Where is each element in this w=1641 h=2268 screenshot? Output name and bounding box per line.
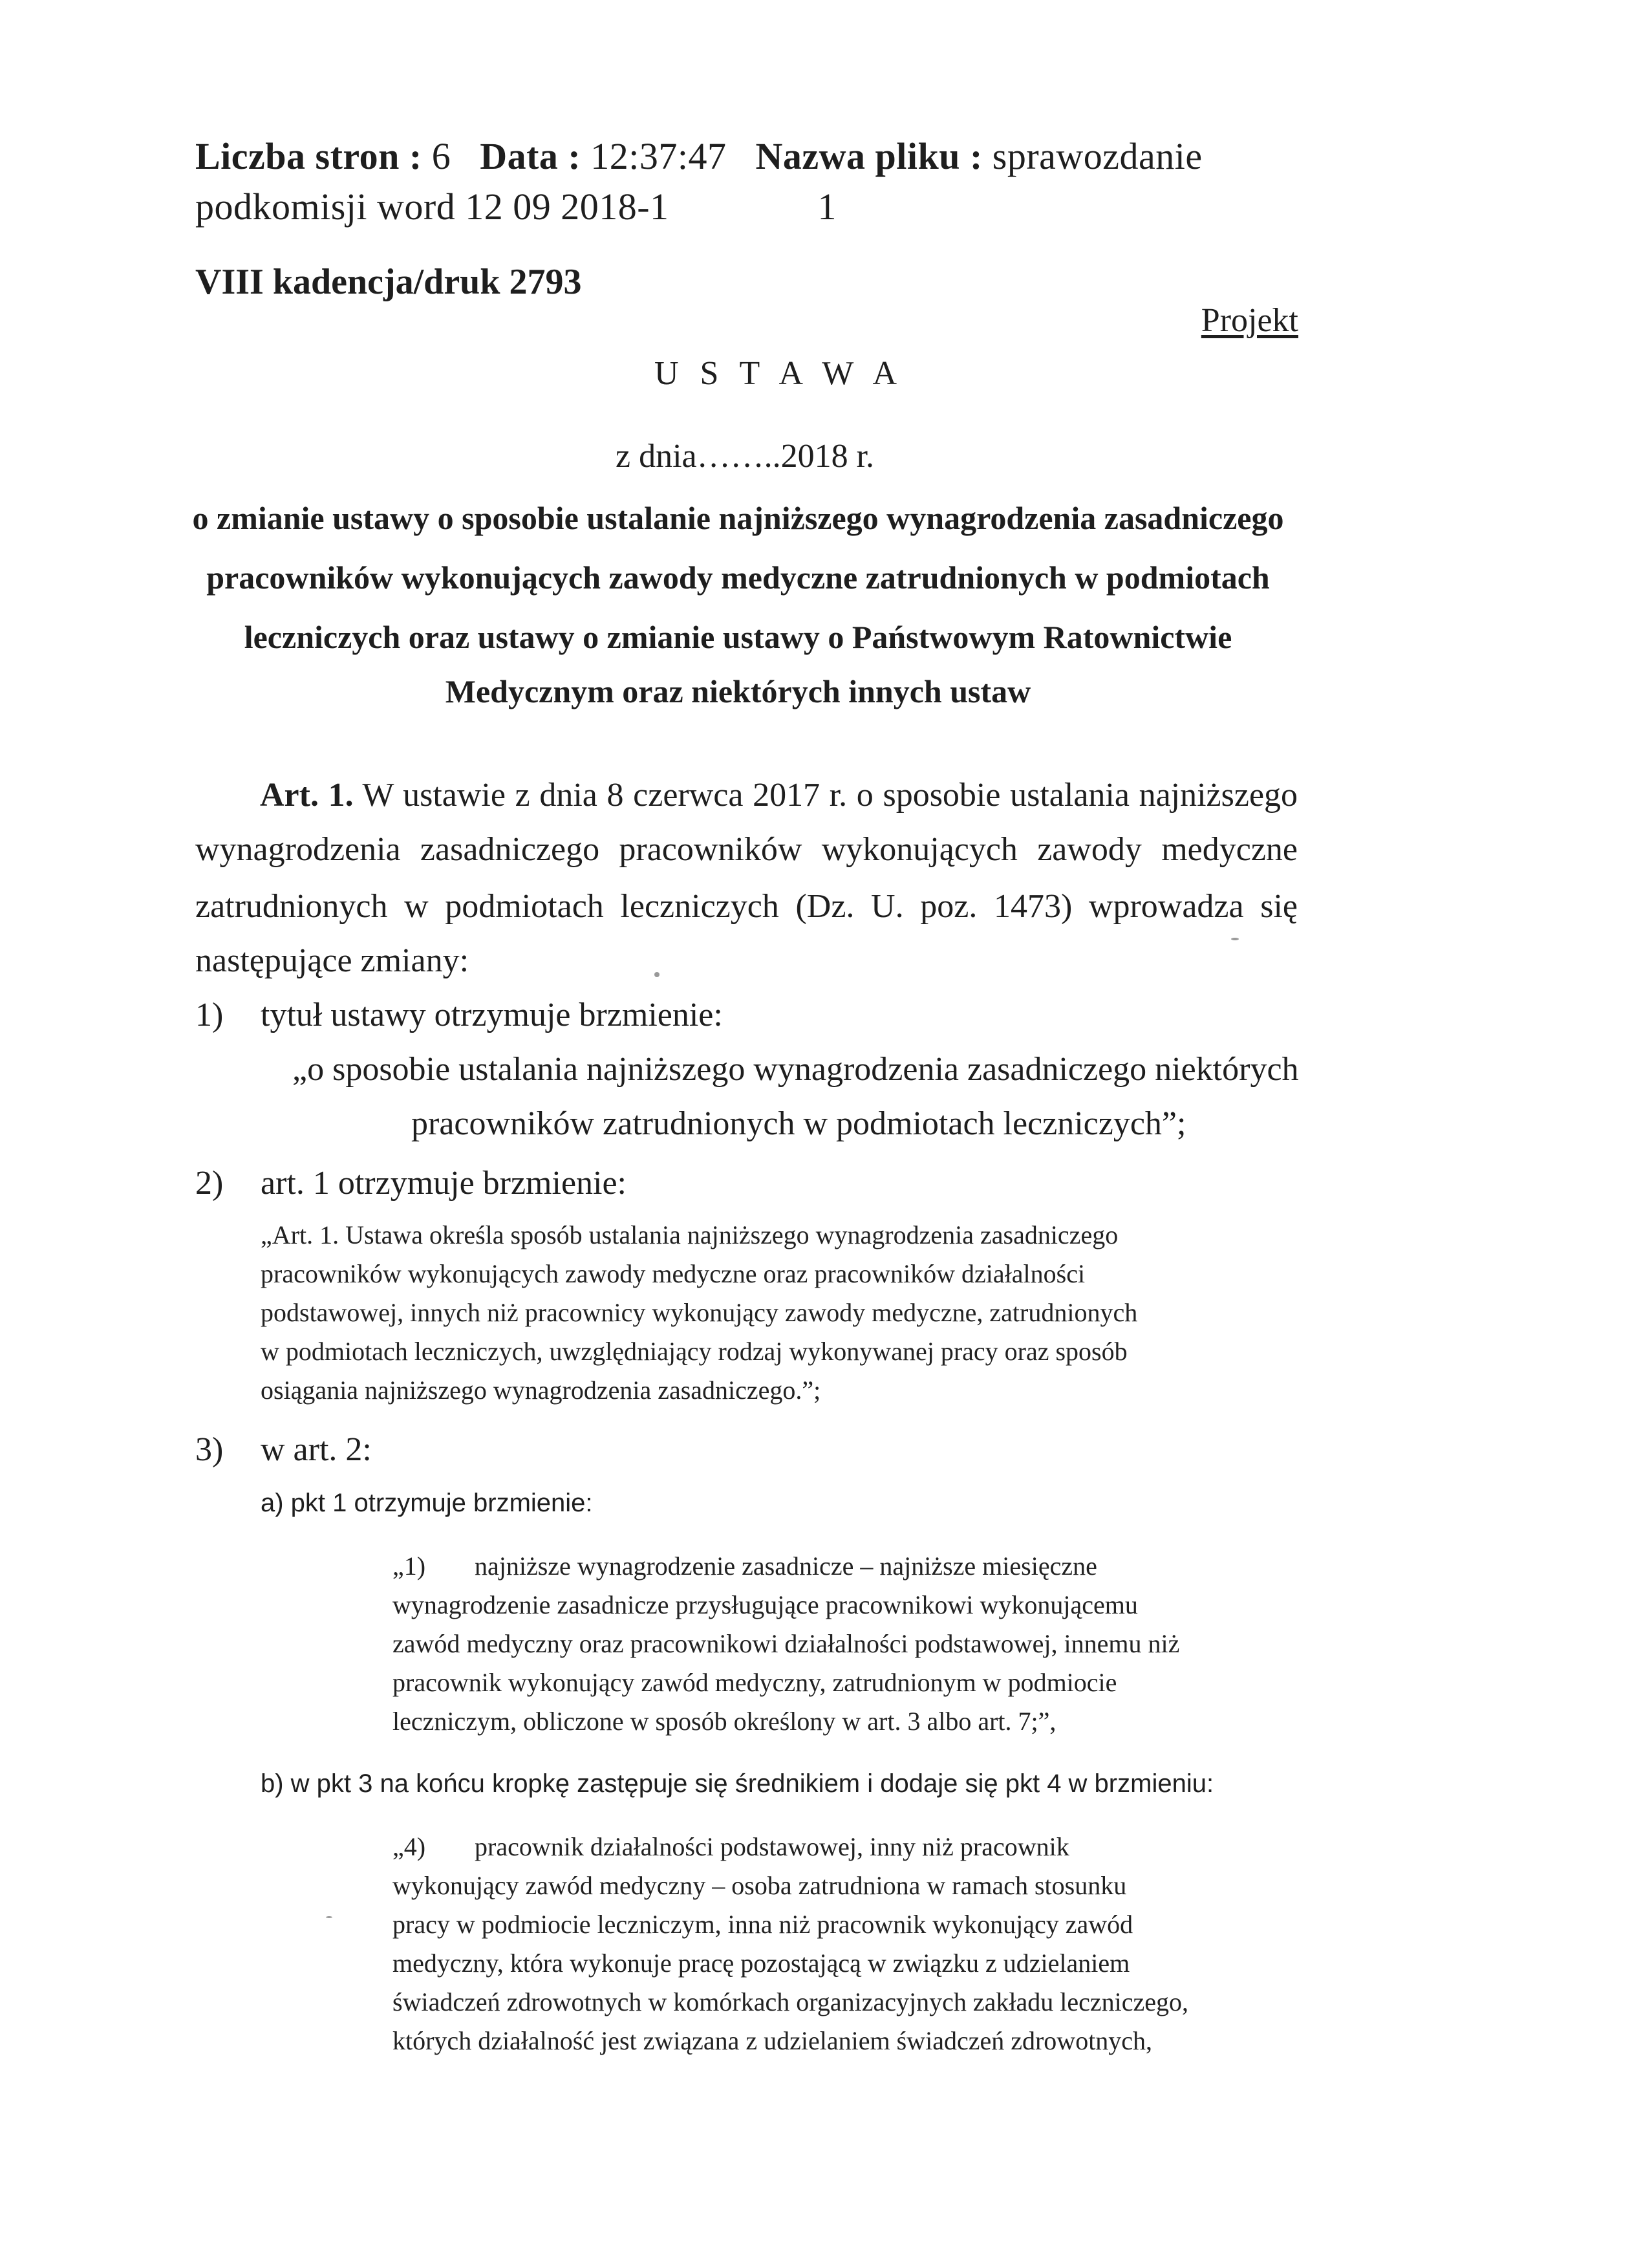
file-label: Nazwa pliku :	[755, 135, 983, 177]
quote-line: pracownik działalności podstawowej, inny niż pracownik	[475, 1832, 1069, 1861]
art1-line-wrap	[195, 830, 1298, 869]
title-line: Medycznym oraz niektórych innych ustaw	[445, 673, 1031, 709]
quote-line: wykonujący zawód medyczny – osoba zatrudniona w ramach stosunku	[392, 1871, 1127, 1900]
file-page: 1	[817, 186, 837, 228]
quote-line: pracy w podmiocie leczniczym, inna niż pracownik wykonujący zawód	[392, 1910, 1133, 1939]
title-line: o zmianie ustawy o sposobie ustalanie najniższego wynagrodzenia zasadniczego	[192, 500, 1284, 536]
pages-label: Liczba stron :	[195, 135, 422, 177]
quote-line: wynagrodzenie zasadnicze przysługujące pracownikowi wykonującemu	[392, 1590, 1138, 1619]
projekt-label: Projekt	[1201, 302, 1298, 339]
quote-line: podstawowej, innych niż pracownicy wykonujący zawody medyczne, zatrudnionych	[261, 1298, 1138, 1327]
art1-line: wynagrodzenia zasadniczego pracowników wykonujących zawody medyczne	[195, 831, 1298, 868]
header-line-1	[195, 135, 1203, 178]
quote-line: których działalność jest związana z udzielaniem świadczeń zdrowotnych,	[392, 2026, 1153, 2055]
title-line: pracowników wykonujących zawody medyczne zatrudnionych w podmiotach	[206, 559, 1270, 596]
ustawa-heading: U S T A W A	[654, 355, 904, 392]
item-text: tytuł ustawy otrzymuje brzmienie:	[261, 997, 723, 1033]
quote-number: „1)	[392, 1551, 426, 1581]
item-text: w art. 2:	[261, 1431, 372, 1468]
quote-line: świadczeń zdrowotnych w komórkach organizacyjnych zakładu leczniczego,	[392, 1987, 1188, 2016]
scan-speck	[326, 1916, 332, 1918]
title-line: leczniczych oraz ustawy o zmianie ustawy o Państwowym Ratownictwie	[244, 619, 1232, 655]
art1-first-line	[260, 776, 1298, 814]
quote-line: w podmiotach leczniczych, uwzględniający rodzaj wykonywanej pracy oraz sposób	[261, 1337, 1128, 1366]
quote-number: „4)	[392, 1832, 426, 1861]
item-number: 2)	[195, 1165, 224, 1202]
header-line-2	[195, 185, 837, 228]
quote-line: „Art. 1. Ustawa określa sposób ustalania najniższego wynagrodzenia zasadniczego	[261, 1220, 1119, 1249]
quote-line: najniższe wynagrodzenie zasadnicze – najniższe miesięczne	[475, 1551, 1097, 1581]
art1-line: zatrudnionych w podmiotach leczniczych (Dz. U. poz. 1473) wprowadza się	[195, 888, 1298, 925]
quote-line: leczniczym, obliczone w sposób określony w art. 3 albo art. 7;”,	[392, 1707, 1056, 1736]
art1-line: następujące zmiany:	[195, 942, 469, 979]
date-label: Data :	[480, 135, 581, 177]
quote-line: medyczny, która wykonuje pracę pozostającą w związku z udzielaniem	[392, 1949, 1130, 1978]
date-value: 12:37:47	[590, 135, 727, 177]
quote-line: „o sposobie ustalania najniższego wynagrodzenia zasadniczego niektórych	[292, 1051, 1299, 1088]
art1-label: Art. 1.	[260, 777, 354, 814]
date-line: z dnia……..2018 r.	[616, 438, 875, 475]
quote-line: pracowników zatrudnionych w podmiotach leczniczych”;	[411, 1105, 1186, 1142]
item-number: 1)	[195, 997, 224, 1033]
sub-point-b: b) w pkt 3 na końcu kropkę zastępuje się średnikiem i dodaje się pkt 4 w brzmieniu:	[261, 1769, 1214, 1798]
file-value: sprawozdanie	[992, 135, 1203, 177]
kadencja-druk: VIII kadencja/druk 2793	[195, 262, 582, 302]
pages-value: 6	[431, 135, 451, 177]
item-text: art. 1 otrzymuje brzmienie:	[261, 1165, 627, 1202]
scan-speck	[654, 972, 660, 977]
art1-line: W ustawie z dnia 8 czerwca 2017 r. o sposobie ustalania najniższego	[362, 777, 1298, 814]
quote-line: osiągania najniższego wynagrodzenia zasadniczego.”;	[261, 1376, 821, 1405]
quote-line: pracownik wykonujący zawód medyczny, zatrudnionym w podmiocie	[392, 1668, 1117, 1697]
art1-line-wrap	[195, 887, 1298, 925]
item-number: 3)	[195, 1431, 224, 1468]
scan-speck	[1231, 938, 1239, 940]
sub-point-a: a) pkt 1 otrzymuje brzmienie:	[261, 1489, 593, 1517]
quote-line: zawód medyczny oraz pracownikowi działalności podstawowej, innemu niż	[392, 1629, 1180, 1658]
quote-line: pracowników wykonujących zawody medyczne oraz pracowników działalności	[261, 1259, 1086, 1288]
file-value-cont: podkomisji word 12 09 2018-1	[195, 186, 669, 228]
